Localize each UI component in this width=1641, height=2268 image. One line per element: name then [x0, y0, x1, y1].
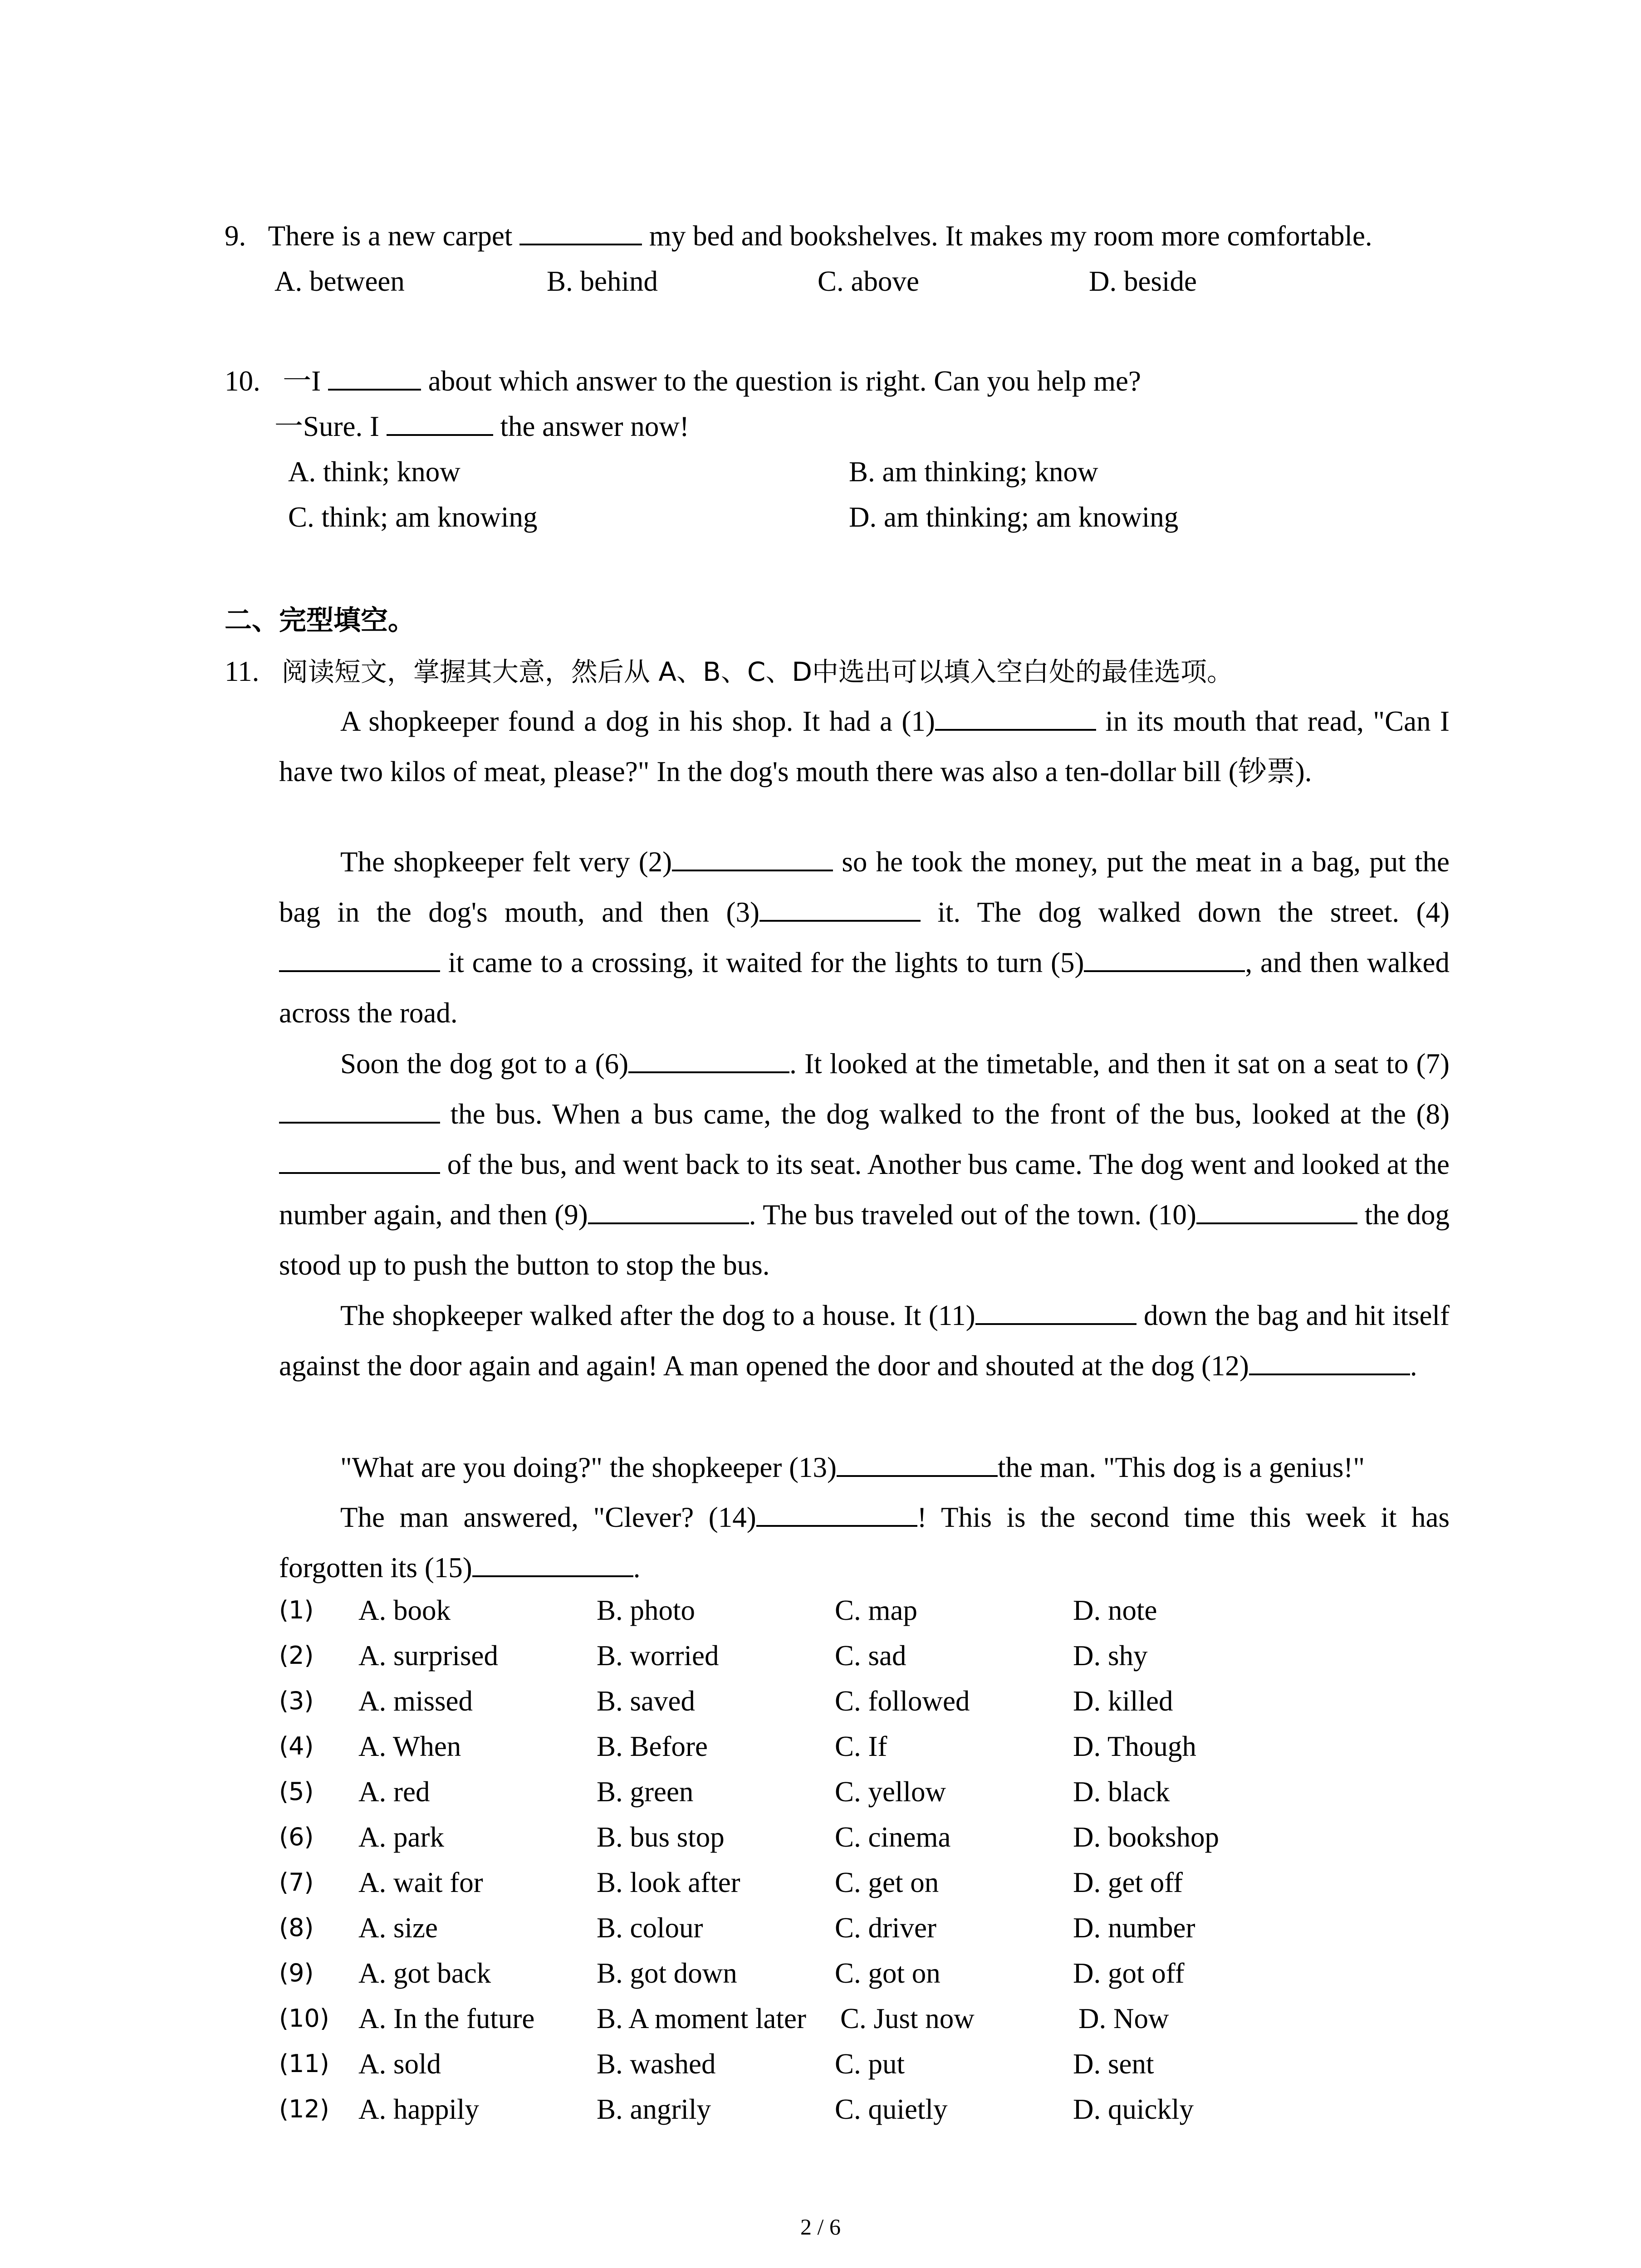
option-b: B. angrily [597, 2093, 711, 2125]
passage-text: in its mouth that read, "Can I have two kilos of meat, please?" In the dog's mouth there was also a ten-dollar bill (钞票). [279, 705, 1450, 787]
question-text-before: There is a new carpet [268, 220, 513, 252]
option-d: D. bookshop [1073, 1821, 1220, 1853]
dialogue-line-2-after: the answer now! [500, 411, 689, 442]
option-b: B. saved [597, 1685, 695, 1717]
question-number: 9. [225, 220, 246, 252]
option-b: B. worried [597, 1640, 719, 1672]
option-c: C. quietly [835, 2093, 948, 2125]
question-10-line1 [225, 358, 1141, 404]
option-c: C. map [835, 1594, 917, 1626]
option-a: A. between [274, 265, 405, 297]
choice-row [279, 1814, 1504, 1860]
passage-paragraph-2 [279, 837, 1450, 1038]
passage-text: "What are you doing?" the shopkeeper (13) [340, 1452, 837, 1483]
answer-blank-5 [1084, 970, 1245, 972]
option-a: A. park [358, 1821, 444, 1853]
option-a: A. surprised [358, 1640, 498, 1672]
option-d: D. killed [1073, 1685, 1173, 1717]
answer-blank-6 [628, 1071, 789, 1073]
passage-text: of the bus, and went back to its seat. Another bus came. The dog went and looked at the number again, and then (9) [279, 1149, 1450, 1231]
choice-row [279, 1678, 1504, 1724]
passage-text: down the bag and hit itself against the door again and again! A man opened the door and shouted at the dog (12) [279, 1300, 1450, 1382]
passage-text: . The bus traveled out of the town. (10) [749, 1199, 1196, 1231]
choice-row [279, 1724, 1504, 1769]
dialogue-line-2-before: 一Sure. I [274, 411, 379, 442]
option-c: C. yellow [835, 1776, 946, 1808]
option-a: A. happily [358, 2093, 479, 2125]
dialogue-line-1-before: 一I [283, 365, 321, 397]
choice-row [279, 2041, 1504, 2087]
choice-index: (5) [279, 1777, 314, 1806]
answer-blank [387, 434, 493, 436]
passage-text: so he took the money, put the meat in a bag, put the bag in the dog's mouth, and then (3) [279, 846, 1450, 928]
option-b: B. A moment later [597, 2003, 806, 2034]
passage-text: it came to a crossing, it waited for the lights to turn (5) [440, 947, 1084, 978]
passage-text: the bus. When a bus came, the dog walked to the front of the bus, looked at the (8) [440, 1098, 1450, 1130]
page-number: 2 / 6 [800, 2214, 841, 2239]
option-a: A. think; know [288, 456, 460, 488]
option-d: D. got off [1073, 1957, 1185, 1989]
passage-text: The shopkeeper felt very (2) [340, 846, 672, 878]
choice-index: (2) [279, 1641, 314, 1670]
option-a: A. red [358, 1776, 430, 1808]
choice-row [279, 1588, 1504, 1633]
option-d: D. note [1073, 1594, 1157, 1626]
choice-row [279, 1860, 1504, 1905]
answer-blank-7 [279, 1121, 440, 1124]
choice-index: (9) [279, 1959, 314, 1987]
option-a: A. book [358, 1594, 451, 1626]
option-c: C. think; am knowing [288, 501, 538, 533]
passage-text: The man answered, "Clever? (14) [340, 1501, 756, 1533]
answer-blank-8 [279, 1172, 440, 1174]
answer-blank [328, 388, 421, 391]
option-a: A. missed [358, 1685, 473, 1717]
option-c: C. Just now [840, 2003, 975, 2034]
passage-text: it. The dog walked down the street. (4) [920, 896, 1450, 928]
option-b: B. Before [597, 1730, 708, 1762]
passage-text: . It looked at the timetable, and then it sat on a seat to (7) [789, 1048, 1450, 1080]
option-b: B. behind [547, 265, 658, 297]
passage-text: Soon the dog got to a (6) [340, 1048, 629, 1080]
option-a: A. In the future [358, 2003, 535, 2034]
option-b: B. am thinking; know [849, 456, 1098, 488]
option-c: C. put [835, 2048, 905, 2080]
answer-blank-12 [1249, 1373, 1410, 1375]
passage-paragraph-4 [279, 1290, 1450, 1391]
passage-paragraph-1 [279, 696, 1450, 797]
question-text-after: my bed and bookshelves. It makes my room more comfortable. [649, 220, 1372, 252]
option-b: B. bus stop [597, 1821, 725, 1853]
choice-index: (1) [279, 1596, 314, 1624]
option-c: C. cinema [835, 1821, 951, 1853]
option-b: B. photo [597, 1594, 696, 1626]
choice-index: (3) [279, 1686, 314, 1715]
choice-row [279, 1950, 1504, 1996]
passage-text: . [633, 1552, 641, 1584]
option-d: D. am thinking; am knowing [849, 501, 1179, 533]
option-c: C. sad [835, 1640, 906, 1672]
option-b: B. washed [597, 2048, 716, 2080]
passage-text: . [1410, 1350, 1417, 1382]
option-a: A. wait for [358, 1867, 483, 1898]
answer-blank-3 [759, 919, 921, 922]
option-c: C. followed [835, 1685, 970, 1717]
dialogue-line-1-after: about which answer to the question is right. Can you help me? [428, 365, 1141, 397]
question-11-instruction [225, 649, 1233, 694]
option-b: B. colour [597, 1912, 703, 1944]
choice-index: (6) [279, 1823, 314, 1851]
answer-blank-2 [672, 869, 833, 871]
option-c: C. driver [835, 1912, 936, 1944]
passage-text: the dog stood up to push the button to stop the bus. [279, 1199, 1450, 1281]
question-number: 10. [225, 365, 260, 397]
answer-blank-9 [588, 1222, 749, 1224]
passage-text: the man. "This dog is a genius!" [998, 1452, 1365, 1483]
option-d: D. beside [1089, 265, 1197, 297]
choice-row [279, 2087, 1504, 2132]
option-d: D. Now [1078, 2003, 1169, 2034]
option-b: B. got down [597, 1957, 737, 1989]
passage-paragraph-3 [279, 1039, 1450, 1290]
option-a: A. got back [358, 1957, 491, 1989]
answer-blank [519, 243, 642, 245]
option-d: D. quickly [1073, 2093, 1194, 2125]
option-c: C. get on [835, 1867, 939, 1898]
passage-text: ! This is the second time this week it has forgotten its (15) [279, 1501, 1450, 1584]
option-d: D. Though [1073, 1730, 1196, 1762]
choice-index: (7) [279, 1868, 314, 1897]
passage-text: The shopkeeper walked after the dog to a house. It (11) [340, 1300, 975, 1331]
answer-blank-13 [837, 1475, 998, 1477]
option-a: A. sold [358, 2048, 441, 2080]
choice-row [279, 1769, 1504, 1814]
option-b: B. look after [597, 1867, 740, 1898]
answer-blank-11 [975, 1323, 1136, 1325]
question-9 [225, 213, 1372, 259]
passage-text: , and then walked across the road. [279, 947, 1450, 1029]
choice-index: (11) [279, 2049, 329, 2078]
option-d: D. sent [1073, 2048, 1154, 2080]
option-a: A. When [358, 1730, 461, 1762]
option-b: B. green [597, 1776, 694, 1808]
answer-blank-14 [756, 1525, 917, 1527]
option-a: A. size [358, 1912, 438, 1944]
choice-index: (10) [279, 2004, 329, 2033]
option-d: D. black [1073, 1776, 1170, 1808]
answer-blank-4 [279, 970, 440, 972]
answer-blank-10 [1196, 1222, 1357, 1224]
question-10-line2 [274, 404, 689, 449]
answer-blank-15 [472, 1575, 633, 1577]
choice-row [279, 1996, 1504, 2041]
passage-text: A shopkeeper found a dog in his shop. It had a (1) [340, 705, 935, 737]
passage-paragraph-6 [279, 1492, 1450, 1593]
section-title: 二、完型填空。 [225, 605, 415, 636]
option-d: D. get off [1073, 1867, 1183, 1898]
choice-index: (8) [279, 1913, 314, 1942]
option-c: C. above [818, 265, 919, 297]
choice-index: (4) [279, 1732, 314, 1760]
option-c: C. got on [835, 1957, 941, 1989]
choice-row [279, 1905, 1504, 1950]
instruction-text: 阅读短文，掌握其大意，然后从 A、B、C、D中选出可以填入空白处的最佳选项。 [281, 656, 1233, 687]
choice-row [279, 1633, 1504, 1678]
passage-paragraph-5 [279, 1442, 1450, 1493]
option-d: D. shy [1073, 1640, 1148, 1672]
option-d: D. number [1073, 1912, 1195, 1944]
answer-blank-1 [935, 728, 1096, 731]
choice-index: (12) [279, 2095, 329, 2123]
option-c: C. If [835, 1730, 887, 1762]
question-number: 11. [225, 655, 260, 687]
